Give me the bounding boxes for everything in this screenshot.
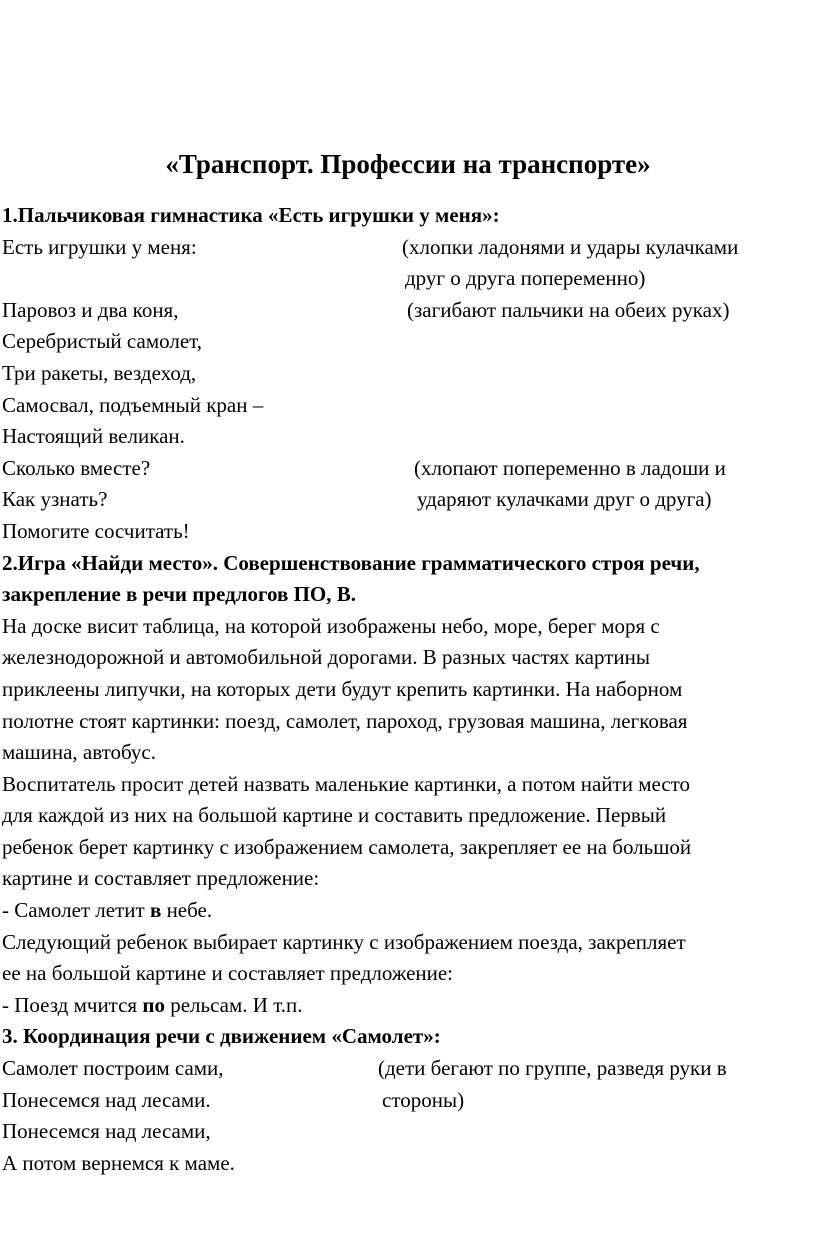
example-text: небе. bbox=[161, 898, 213, 923]
poem-row bbox=[2, 1053, 816, 1085]
poem-line: А потом вернемся к маме. bbox=[2, 1150, 235, 1175]
poem-note: ударяют кулачками друг о друга) bbox=[417, 487, 712, 512]
poem-row bbox=[2, 358, 816, 390]
poem-row bbox=[2, 516, 816, 548]
poem-line: Есть игрушки у меня: bbox=[2, 234, 197, 259]
poem-note: друг о друга попеременно) bbox=[405, 266, 646, 291]
poem-row bbox=[2, 295, 816, 327]
poem-line: Серебристый самолет, bbox=[2, 329, 202, 354]
poem-row bbox=[2, 421, 816, 453]
paragraph-line: приклеены липучки, на которых дети будут крепить картинки. На наборном bbox=[2, 676, 683, 701]
poem-row bbox=[2, 1116, 816, 1148]
poem-note: стороны) bbox=[382, 1087, 465, 1112]
paragraph-line: На доске висит таблица, на которой изображены небо, море, берег моря с bbox=[2, 613, 660, 638]
poem-line: Понесемся над лесами. bbox=[2, 1087, 211, 1112]
paragraph-line: картине и составляет предложение: bbox=[2, 866, 320, 891]
poem-row bbox=[2, 484, 816, 516]
poem-line: Как узнать? bbox=[2, 487, 108, 512]
poem-line: Сколько вместе? bbox=[2, 455, 151, 480]
example-sentence bbox=[2, 990, 816, 1022]
poem-row bbox=[2, 326, 816, 358]
poem-note: (загибают пальчики на обеих руках) bbox=[407, 297, 730, 322]
paragraph-line: машина, автобус. bbox=[2, 740, 157, 765]
poem-note: (хлопки ладонями и удары кулачками bbox=[402, 234, 739, 259]
paragraph-line: железнодорожной и автомобильной дорогами. В разных частях картины bbox=[2, 645, 650, 670]
poem-line: Самолет построим сами, bbox=[2, 1056, 224, 1081]
document-body bbox=[2, 200, 816, 1179]
poem-line: Настоящий великан. bbox=[2, 424, 185, 449]
poem-line: Паровоз и два коня, bbox=[2, 297, 179, 322]
poem-row bbox=[2, 453, 816, 485]
section1-heading: 1.Пальчиковая гимнастика «Есть игрушки у меня»: bbox=[2, 203, 500, 227]
poem-row bbox=[2, 1085, 816, 1117]
section2-heading-line2: закрепление в речи предлогов ПО, В. bbox=[2, 582, 357, 607]
paragraph-line: полотне стоят картинки: поезд, самолет, пароход, грузовая машина, легковая bbox=[2, 708, 688, 733]
paragraph-line: для каждой из них на большой картине и составить предложение. Первый bbox=[2, 803, 667, 828]
page-title: «Транспорт. Профессии на транспорте» bbox=[165, 149, 651, 179]
poem-line: Три ракеты, вездеход, bbox=[2, 360, 197, 385]
example-preposition: в bbox=[149, 898, 162, 923]
example-text: - Самолет летит bbox=[2, 898, 150, 923]
paragraph-line: Следующий ребенок выбирает картинку с изображением поезда, закрепляет bbox=[2, 929, 686, 954]
poem-row bbox=[2, 1148, 816, 1180]
poem-row bbox=[2, 263, 816, 295]
poem-row bbox=[2, 390, 816, 422]
poem-row bbox=[2, 232, 816, 264]
example-preposition: по bbox=[142, 992, 165, 1017]
poem-note: (хлопают попеременно в ладоши и bbox=[414, 455, 726, 480]
paragraph-line: ее на большой картине и составляет предложение: bbox=[2, 961, 454, 986]
example-text: - Поезд мчится bbox=[2, 992, 143, 1017]
paragraph-line: ребенок берет картинку с изображением самолета, закрепляет ее на большой bbox=[2, 834, 692, 859]
example-text: рельсам. И т.п. bbox=[164, 992, 303, 1017]
example-sentence bbox=[2, 895, 816, 927]
poem-note: (дети бегают по группе, разведя руки в bbox=[378, 1056, 727, 1081]
poem-line: Понесемся над лесами, bbox=[2, 1119, 211, 1144]
section2-heading-line1: 2.Игра «Найди место». Совершенствование грамматического строя речи, bbox=[2, 550, 700, 575]
poem-line: Помогите сосчитать! bbox=[2, 518, 190, 543]
section3-heading: 3. Координация речи с движением «Самолет»: bbox=[2, 1024, 441, 1049]
poem-line: Самосвал, подъемный кран – bbox=[2, 392, 264, 417]
paragraph-line: Воспитатель просит детей назвать маленькие картинки, а потом найти место bbox=[2, 771, 691, 796]
